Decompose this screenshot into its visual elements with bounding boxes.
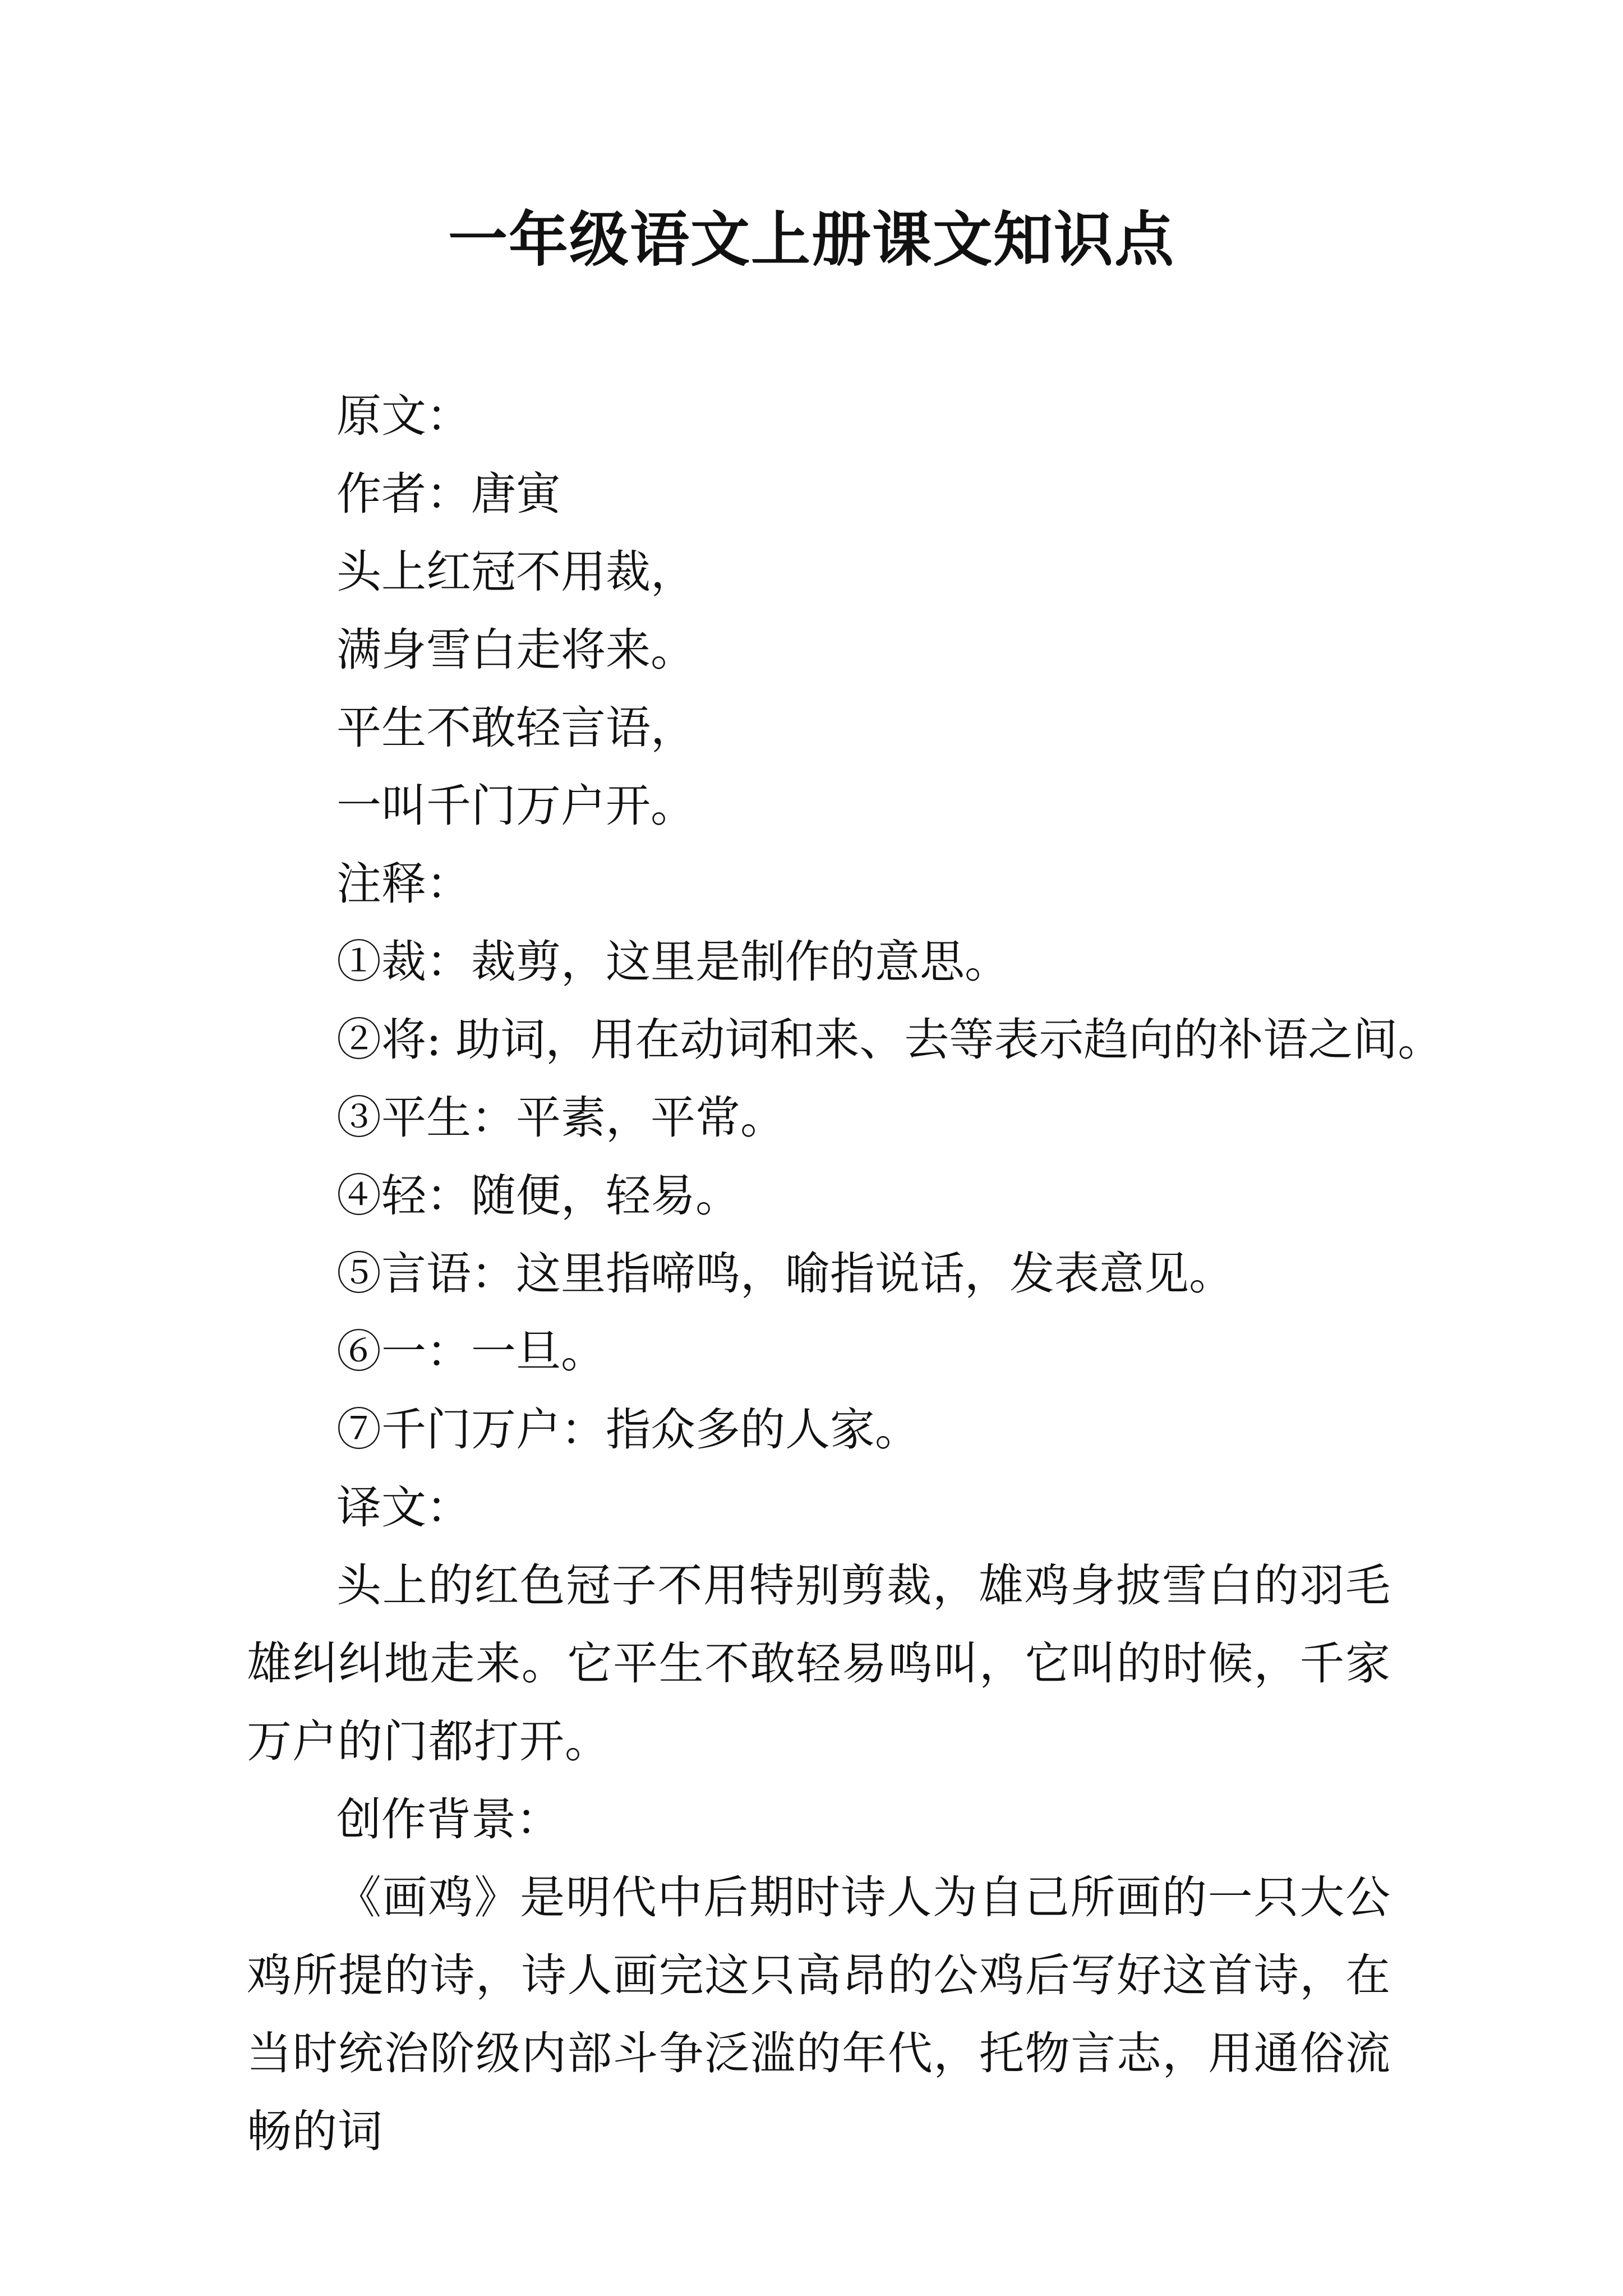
translation-paragraph: 头上的红色冠子不用特别剪裁，雄鸡身披雪白的羽毛雄纠纠地走来。它平生不敢轻易鸣叫，它叫的时候，千家万户的门都打开。 <box>247 1559 1391 1768</box>
poem-line-1: 头上红冠不用裁， <box>336 546 695 598</box>
original-heading: 原文： <box>336 390 471 442</box>
author-line: 作者：唐寅 <box>336 468 561 520</box>
poem-line-2: 满身雪白走将来。 <box>336 624 695 676</box>
note-item-3: ③平生：平素，平常。 <box>336 1092 785 1144</box>
document-body <box>247 377 1443 2170</box>
notes-heading: 注释： <box>336 858 471 910</box>
background-heading: 创作背景： <box>336 1793 561 1846</box>
poem-line-4: 一叫千门万户开。 <box>336 780 695 832</box>
note-item-2: ②将: 助词，用在动词和来、去等表示趋向的补语之间。 <box>336 1014 1443 1066</box>
note-item-4: ④轻：随便，轻易。 <box>336 1170 740 1222</box>
note-item-5: ⑤言语：这里指啼鸣，喻指说话，发表意见。 <box>336 1248 1234 1300</box>
note-item-7: ⑦千门万户：指众多的人家。 <box>336 1404 920 1456</box>
background-paragraph: 《画鸡》是明代中后期时诗人为自己所画的一只大公鸡所提的诗，诗人画完这只高昂的公鸡后写好这首诗，在当时统治阶级内部斗争泛滥的年代，托物言志，用通俗流畅的词 <box>247 1871 1391 2157</box>
note-item-6: ⑥一：一旦。 <box>336 1326 606 1378</box>
document-title: 一年级语文上册课文知识点 <box>448 204 1175 274</box>
note-item-1: ①裁：裁剪，这里是制作的意思。 <box>336 936 1009 988</box>
poem-line-3: 平生不敢轻言语， <box>336 702 695 754</box>
translation-heading: 译文： <box>336 1481 471 1534</box>
